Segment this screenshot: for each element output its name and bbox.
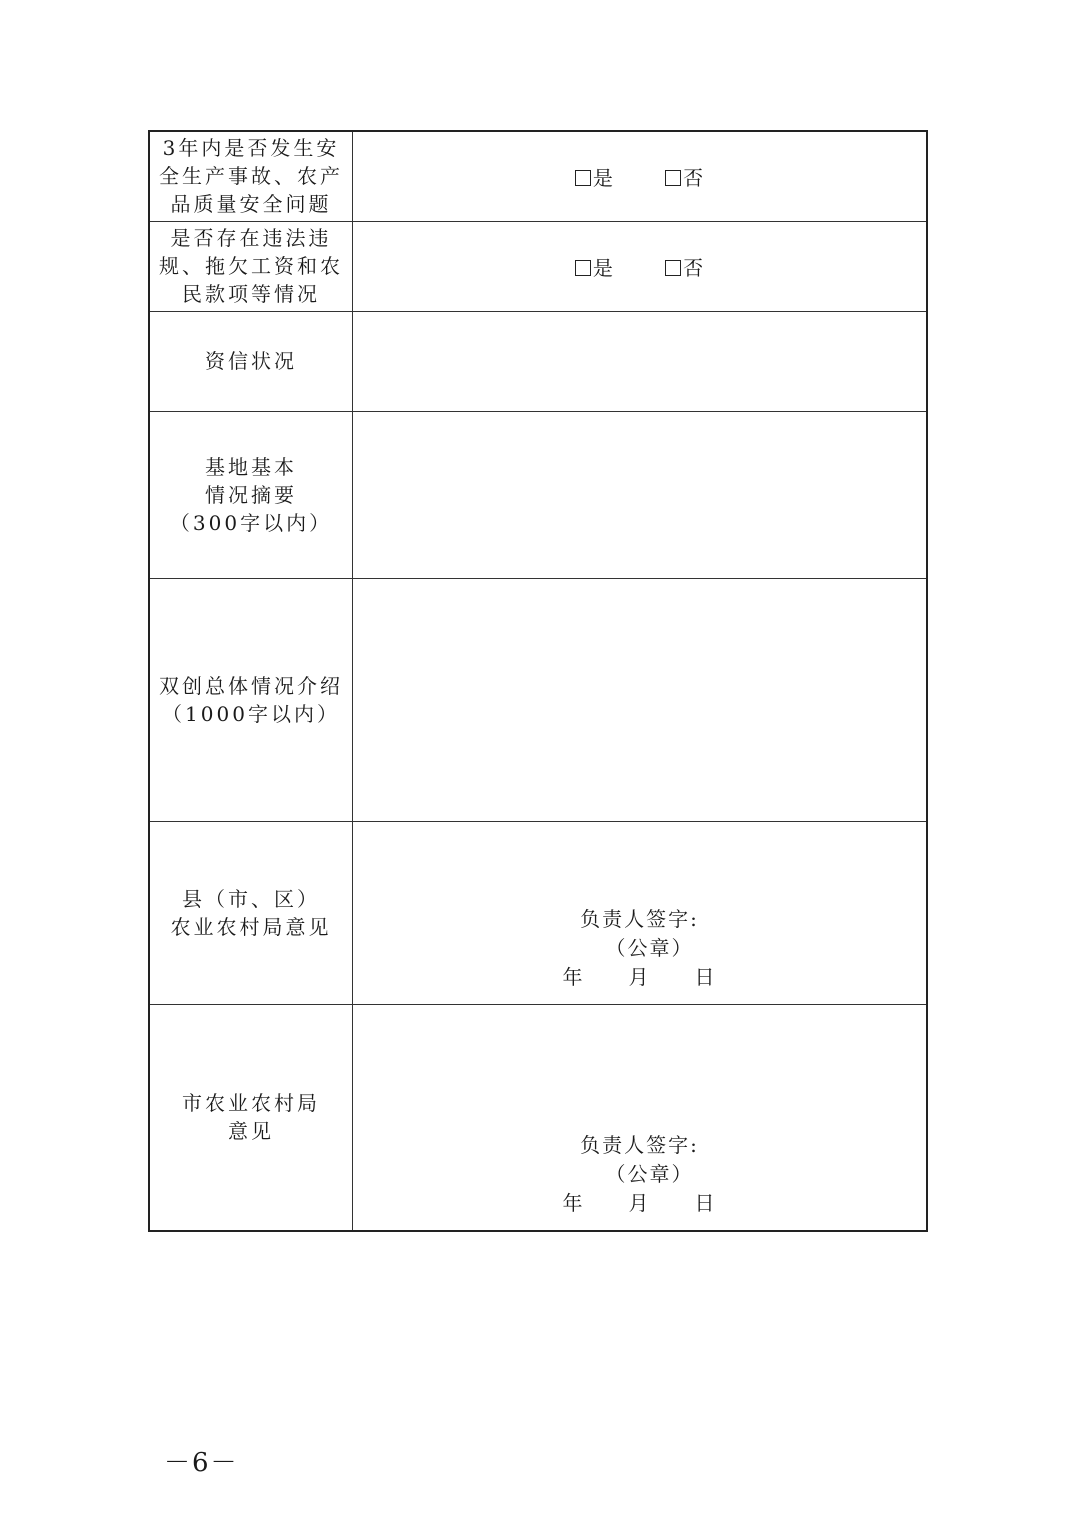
value-county-opinion[interactable]: [353, 821, 928, 1004]
page-number: －6－: [164, 1448, 239, 1478]
row-label-base-summary: 基地基本 情况摘要 （300字以内）: [149, 411, 353, 578]
form-row-base-summary: [149, 411, 927, 578]
row-label-credit-status: 资信状况: [149, 311, 353, 411]
value-innovation-overview[interactable]: [353, 578, 928, 821]
checkbox-icon[interactable]: [575, 170, 591, 186]
form-row-violations: [149, 221, 927, 311]
yes-no-group: [553, 252, 726, 281]
form-row-city-opinion: [149, 1004, 927, 1231]
option-yes[interactable]: 是: [575, 252, 614, 281]
application-form-table: [148, 130, 928, 1232]
checkbox-icon[interactable]: [665, 170, 681, 186]
option-yes[interactable]: 是: [575, 162, 614, 191]
signature-block: [353, 905, 926, 992]
yes-no-group: [553, 162, 726, 191]
form-row-innovation-overview: [149, 578, 927, 821]
value-base-summary[interactable]: [353, 411, 928, 578]
date-row: 年 月 日: [562, 964, 717, 989]
form-row-county-opinion: [149, 821, 927, 1004]
date-row: 年 月 日: [562, 1191, 717, 1215]
checkbox-icon[interactable]: [665, 260, 681, 276]
value-credit-status[interactable]: [353, 311, 928, 411]
value-violations: [353, 221, 928, 311]
option-no[interactable]: 否: [665, 252, 704, 281]
row-label-city-opinion: 市农业农村局 意见: [149, 1004, 353, 1231]
value-city-opinion[interactable]: [353, 1004, 928, 1231]
signer-label: 负责人签字:: [580, 906, 699, 931]
checkbox-icon[interactable]: [575, 260, 591, 276]
signature-block: [353, 1131, 926, 1218]
row-label-violations: 是否存在违法违 规、拖欠工资和农 民款项等情况: [149, 221, 353, 311]
row-label-innovation-overview: 双创总体情况介绍 （1000字以内）: [149, 578, 353, 821]
form-row-credit-status: [149, 311, 927, 411]
signer-label: 负责人签字:: [580, 1133, 699, 1157]
seal-label: （公章）: [605, 1162, 694, 1186]
value-safety-incident: [353, 131, 928, 221]
row-label-county-opinion: 县（市、区） 农业农村局意见: [149, 821, 353, 1004]
row-label-safety-incident: 3年内是否发生安 全生产事故、农产 品质量安全问题: [149, 131, 353, 221]
seal-label: （公章）: [605, 935, 694, 960]
form-row-safety-incident: [149, 131, 927, 221]
option-no[interactable]: 否: [665, 162, 704, 191]
